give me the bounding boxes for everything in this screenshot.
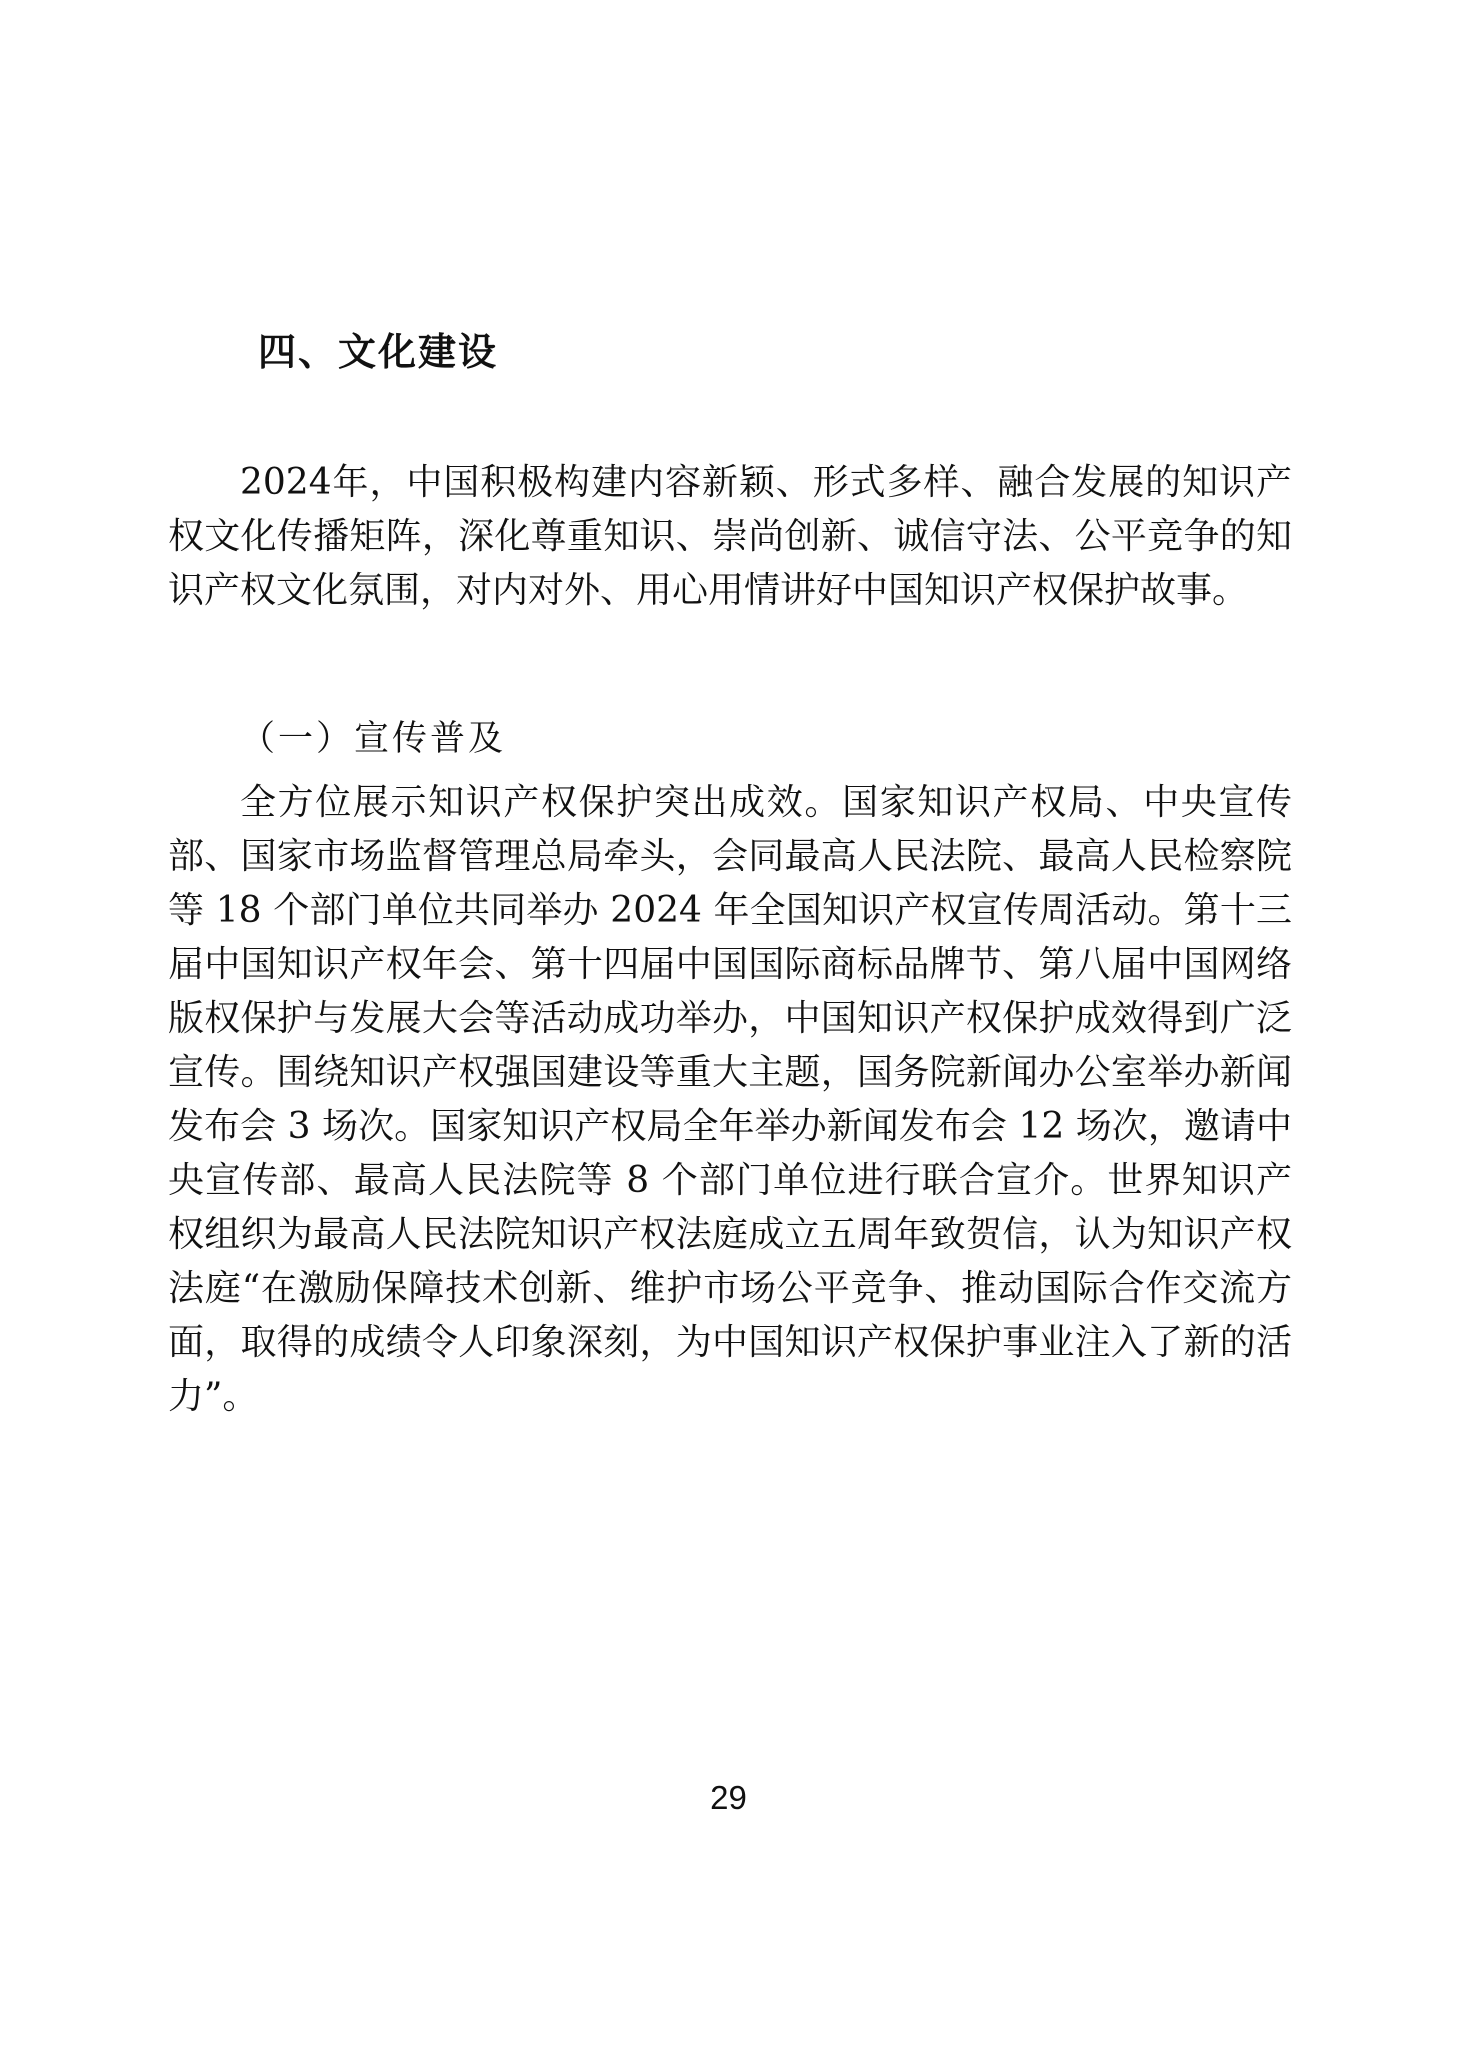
publicity-paragraph: 全方位展示知识产权保护突出成效。国家知识产权局、中央宣传部、国家市场监督管理总局牵头，会同最高人民法院、最高人民检察院等 18 个部门单位共同举办 2024 年全国知识产权宣传周活动。第十三届中国知识产权年会、第十四届中国国际商标品牌节、第八届中国网络版权保护与发展大会等活动成功举办，中国知识产权保护成效得到广泛宣传。围绕知识产权强国建设等重大主题，国务院新闻办公室举办新闻发布会 3 场次。国家知识产权局全年举办新闻发布会 12 场次，邀请中央宣传部、最高人民法院等 8 个部门单位进行联合宣介。世界知识产权组织为最高人民法院知识产权法庭成立五周年致贺信，认为知识产权法庭“在激励保障技术创新、维护市场公平竞争、推动国际合作交流方面，取得的成绩令人印象深刻，为中国知识产权保护事业注入了新的活力”。 <box>168 782 1292 1417</box>
intro-paragraph: 2024年，中国积极构建内容新颖、形式多样、融合发展的知识产权文化传播矩阵，深化尊重知识、崇尚创新、诚信守法、公平竞争的知识产权文化氛围，对内对外、用心用情讲好中国知识产权保护故事。 <box>168 462 1292 611</box>
subsection-heading: （一）宣传普及 <box>240 719 507 759</box>
section-heading: 四、文化建设 <box>258 330 499 374</box>
page-number: 29 <box>710 1779 747 1816</box>
intro-paragraph-block <box>168 456 1292 618</box>
publicity-paragraph-block <box>168 776 1292 1424</box>
